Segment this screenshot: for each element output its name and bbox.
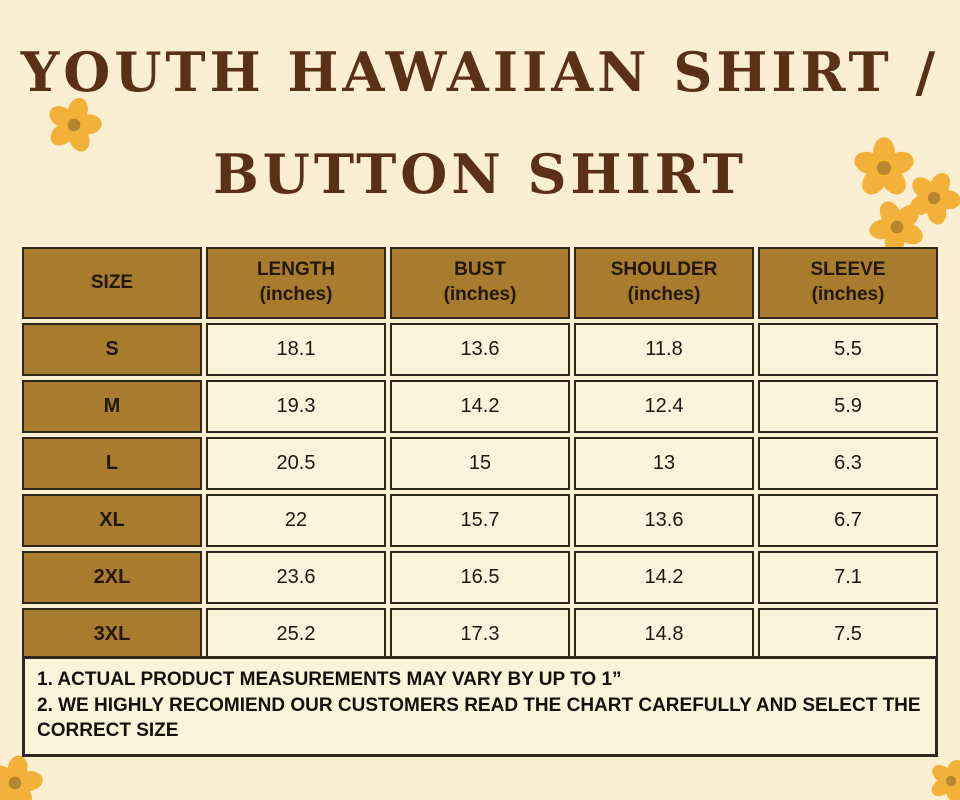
size-chart-table	[18, 243, 942, 665]
column-header-length: LENGTH (inches)	[206, 247, 386, 319]
value-cell: 23.6	[206, 551, 386, 604]
value-cell: 19.3	[206, 380, 386, 433]
size-cell: XL	[22, 494, 202, 547]
value-cell: 5.5	[758, 323, 938, 376]
value-cell: 22	[206, 494, 386, 547]
value-cell: 20.5	[206, 437, 386, 490]
value-cell: 16.5	[390, 551, 570, 604]
value-cell: 13	[574, 437, 754, 490]
flower-icon	[922, 752, 960, 800]
value-cell: 13.6	[390, 323, 570, 376]
column-header-bust: BUST (inches)	[390, 247, 570, 319]
value-cell: 25.2	[206, 608, 386, 661]
table-row	[22, 323, 938, 376]
value-cell: 13.6	[574, 494, 754, 547]
value-cell: 15.7	[390, 494, 570, 547]
note-line-1: 1. ACTUAL PRODUCT MEASUREMENTS MAY VARY BY UP TO 1”	[37, 669, 622, 690]
value-cell: 6.3	[758, 437, 938, 490]
value-cell: 11.8	[574, 323, 754, 376]
size-cell: L	[22, 437, 202, 490]
column-header-sleeve: SLEEVE (inches)	[758, 247, 938, 319]
table-row	[22, 551, 938, 604]
page-title: YOUTH HAWAIIAN SHIRT /	[20, 40, 940, 104]
table-row	[22, 380, 938, 433]
value-cell: 14.2	[574, 551, 754, 604]
value-cell: 15	[390, 437, 570, 490]
table-row	[22, 494, 938, 547]
size-cell: 3XL	[22, 608, 202, 661]
value-cell: 5.9	[758, 380, 938, 433]
notes-box	[22, 656, 938, 757]
page-subtitle: BUTTON SHIRT	[213, 142, 747, 206]
value-cell: 18.1	[206, 323, 386, 376]
value-cell: 14.8	[574, 608, 754, 661]
size-cell: M	[22, 380, 202, 433]
note-line-2: 2. WE HIGHLY RECOMIEND OUR CUSTOMERS READ THE CHART CAREFULLY AND SELECT THE CORRECT SIZE	[37, 694, 921, 742]
column-header-size: SIZE	[22, 247, 202, 319]
value-cell: 7.1	[758, 551, 938, 604]
value-cell: 6.7	[758, 494, 938, 547]
table-row	[22, 608, 938, 661]
value-cell: 14.2	[390, 380, 570, 433]
size-cell: 2XL	[22, 551, 202, 604]
size-cell: S	[22, 323, 202, 376]
value-cell: 17.3	[390, 608, 570, 661]
table-row	[22, 437, 938, 490]
header-row	[22, 247, 938, 319]
value-cell: 7.5	[758, 608, 938, 661]
value-cell: 12.4	[574, 380, 754, 433]
column-header-shoulder: SHOULDER (inches)	[574, 247, 754, 319]
